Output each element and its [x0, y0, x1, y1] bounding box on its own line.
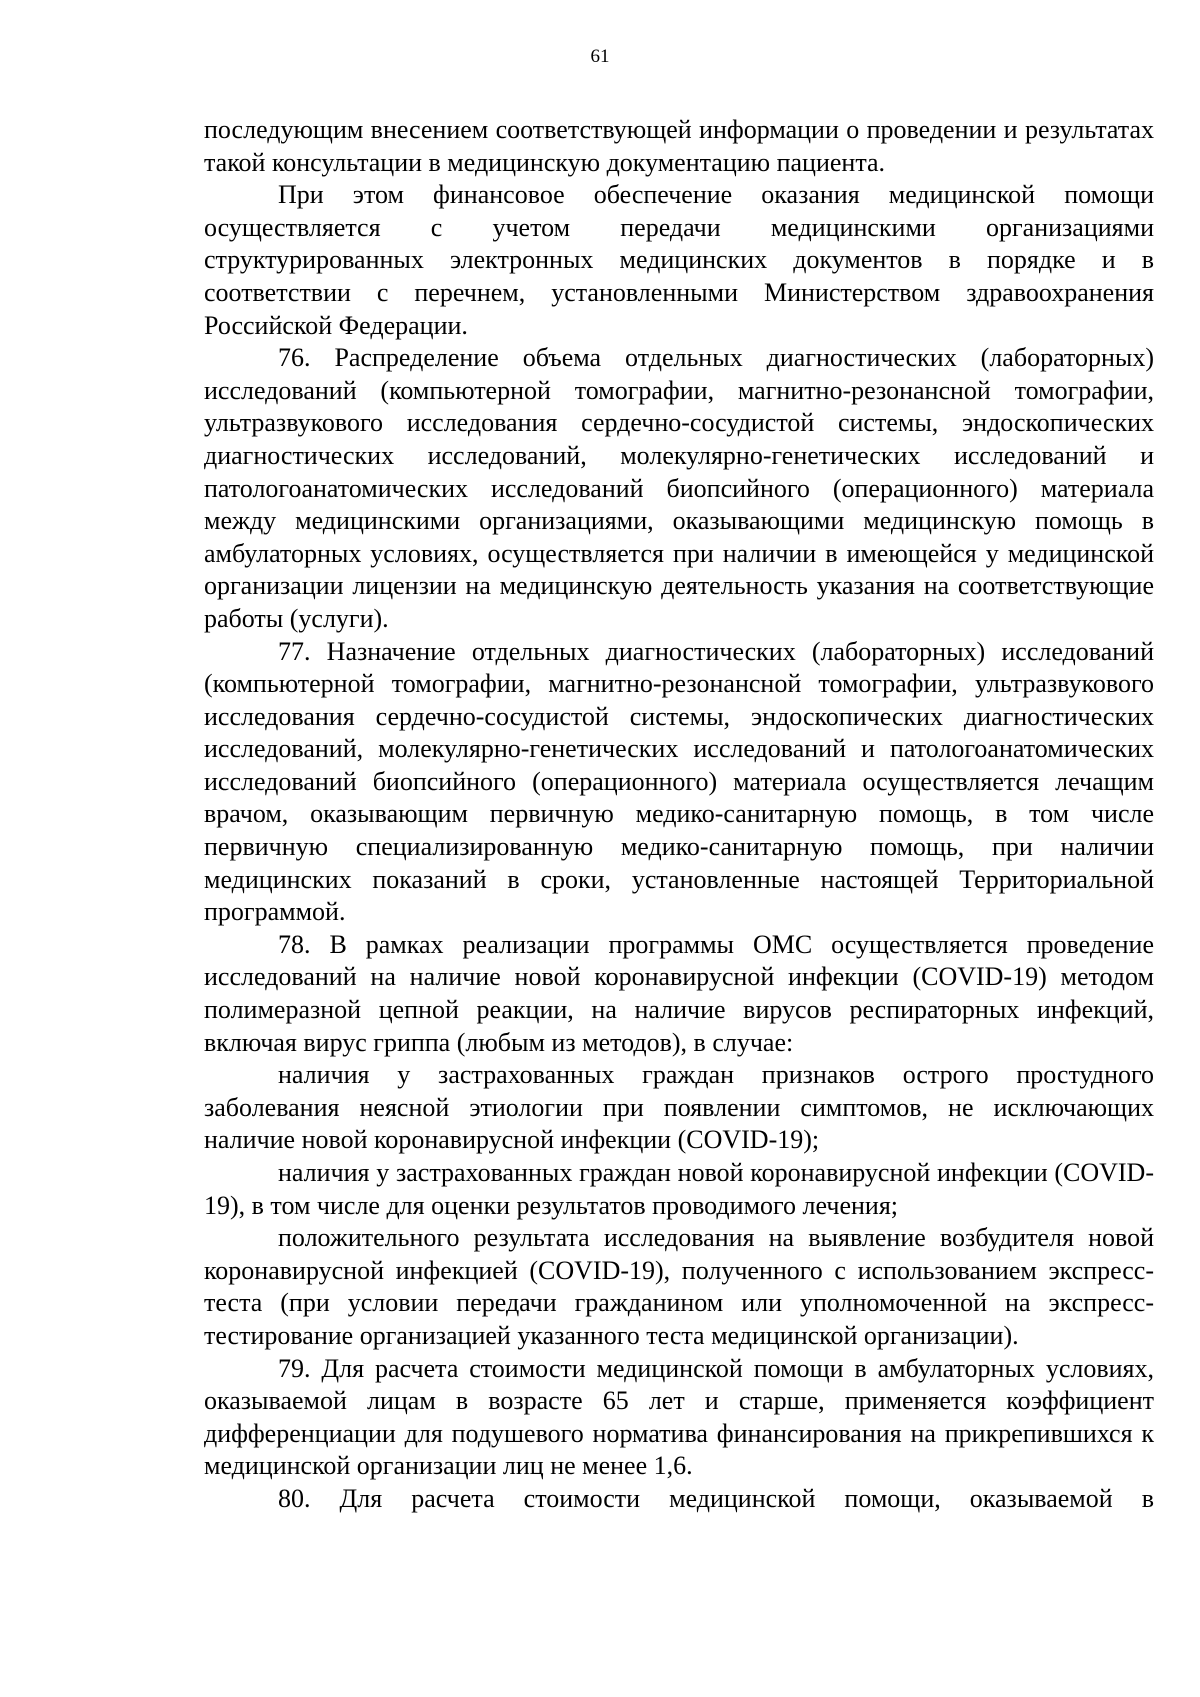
- paragraph-76: 76. Распределение объема отдельных диагностических (лабораторных) исследований (компьютерной томографии, магнитно-резонансной томографии, ультразвукового исследования сердечно-сосудистой системы, эндоскопических диагностических исследований, молекулярно-генетических исследований и патологоанатомических исследований биопсийного (операционного) материала между медицинскими организациями, оказывающими медицинскую помощь в амбулаторных условиях, осуществляется при наличии в имеющейся у медицинской организации лицензии на медицинскую деятельность указания на соответствующие работы (услуги).: [204, 343, 1154, 633]
- paragraph-79: 79. Для расчета стоимости медицинской помощи в амбулаторных условиях, оказываемой лицам в возрасте 65 лет и старше, применяется коэффициент дифференциации для подушевого норматива финансирования на прикрепившихся к медицинской организации лиц не менее 1,6.: [204, 1353, 1154, 1481]
- paragraph-78-case-3: положительного результата исследования на выявление возбудителя новой коронавирусной инфекцией (COVID-19), полученного с использованием экспресс-теста (при условии передачи гражданином или уполномоченной на экспресс-тестирование организацией указанного теста медицинской организации).: [204, 1223, 1154, 1350]
- paragraph-78-case-2: наличия у застрахованных граждан новой коронавирусной инфекции (COVID-19), в том числе для оценки результатов проводимого лечения;: [204, 1158, 1154, 1220]
- paragraph-financing: При этом финансовое обеспечение оказания медицинской помощи осуществляется с учетом передачи медицинскими организациями структурированных электронных медицинских документов в порядке и в соответствии с перечнем, установленными Министерством здравоохранения Российской Федерации.: [204, 180, 1154, 340]
- paragraph-continuation: последующим внесением соответствующей информации о проведении и результатах такой консультации в медицинскую документацию пациента.: [204, 115, 1154, 177]
- paragraph-80: 80. Для расчета стоимости медицинской помощи, оказываемой в: [278, 1483, 1154, 1513]
- document-body: [204, 114, 1154, 1516]
- paragraph-78: 78. В рамках реализации программы ОМС осуществляется проведение исследований на наличие новой коронавирусной инфекции (COVID-19) методом полимеразной цепной реакции, на наличие вирусов респираторных инфекций, включая вирус гриппа (любым из методов), в случае:: [204, 929, 1154, 1057]
- paragraph-78-case-1: наличия у застрахованных граждан признаков острого простудного заболевания неясной этиологии при появлении симптомов, не исключающих наличие новой коронавирусной инфекции (COVID-19);: [204, 1060, 1154, 1155]
- page-number: 61: [590, 46, 610, 67]
- paragraph-77: 77. Назначение отдельных диагностических (лабораторных) исследований (компьютерной томографии, магнитно-резонансной томографии, ультразвукового исследования сердечно-сосудистой системы, эндоскопических диагностических исследований, молекулярно-генетических исследований и патологоанатомических исследований биопсийного (операционного) материала осуществляется лечащим врачом, оказывающим первичную медико-санитарную помощь, в том числе первичную специализированную медико-санитарную помощь, при наличии медицинских показаний в сроки, установленные настоящей Территориальной программой.: [204, 636, 1154, 927]
